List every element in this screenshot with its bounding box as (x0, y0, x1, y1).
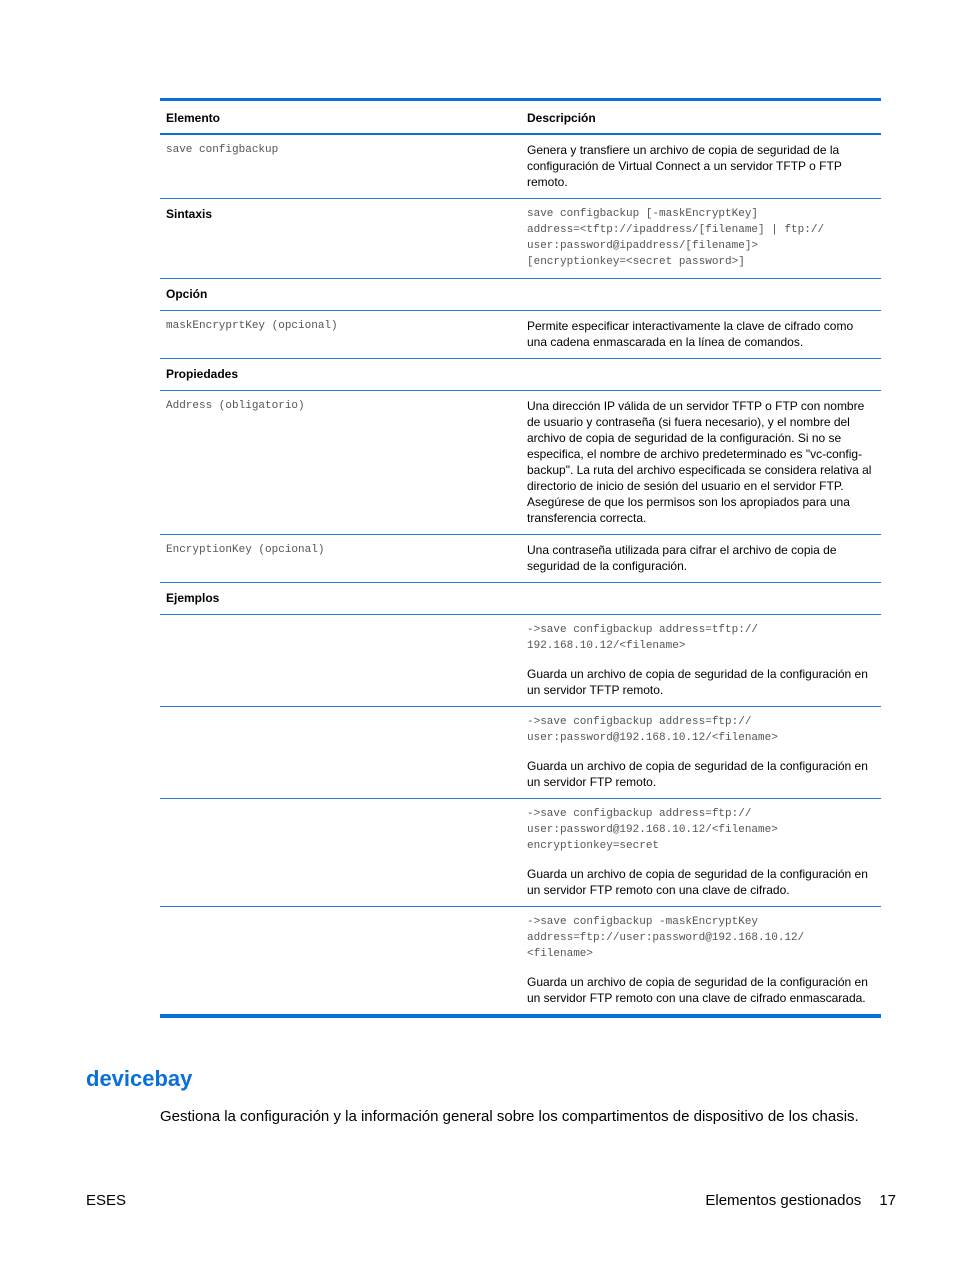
footer-locale: ESES (86, 1192, 127, 1209)
example-row (160, 615, 881, 707)
properties-section-label: Propiedades (160, 359, 521, 391)
example-code: ->save configbackup address=tftp:// 192.168.10.12/<filename> (527, 624, 759, 652)
option-section-label: Opción (160, 279, 521, 311)
property-description: Una contraseña utilizada para cifrar el archivo de copia de seguridad de la configuración. (521, 535, 881, 583)
examples-section-row (160, 583, 881, 615)
example-row (160, 707, 881, 799)
command-reference-table (160, 98, 881, 1018)
example-code: ->save configbackup address=ftp:// user:password@192.168.10.12/<filename> encryptionkey=secret (527, 808, 778, 852)
properties-section-row (160, 359, 881, 391)
section-body: Gestiona la configuración y la información general sobre los compartimentos de dispositivo de los chasis. (160, 1108, 859, 1125)
example-code: ->save configbackup -maskEncryptKey address=ftp://user:password@192.168.10.12/ <filename> (527, 916, 805, 960)
syntax-row (160, 199, 881, 279)
property-row (160, 391, 881, 535)
example-description: Guarda un archivo de copia de seguridad de la configuración en un servidor TFTP remoto. (527, 667, 868, 697)
syntax-label: Sintaxis (160, 199, 521, 279)
section-title: devicebay (86, 1066, 193, 1091)
property-name: EncryptionKey (opcional) (166, 544, 325, 556)
command-description: Genera y transfiere un archivo de copia de seguridad de la configuración de Virtual Connect a un servidor TFTP o FTP remoto. (521, 134, 881, 199)
command-name: save configbackup (166, 144, 279, 156)
example-code: ->save configbackup address=ftp:// user:password@192.168.10.12/<filename> (527, 716, 778, 744)
example-description: Guarda un archivo de copia de seguridad de la configuración en un servidor FTP remoto con una clave de cifrado enmascarada. (527, 975, 868, 1005)
property-name: Address (obligatorio) (166, 400, 305, 412)
example-description: Guarda un archivo de copia de seguridad de la configuración en un servidor FTP remoto con una clave de cifrado. (527, 867, 868, 897)
column-header-element: Elemento (160, 100, 521, 135)
example-row (160, 907, 881, 1017)
column-header-description: Descripción (521, 100, 881, 135)
option-section-row (160, 279, 881, 311)
property-row (160, 535, 881, 583)
option-description: Permite especificar interactivamente la clave de cifrado como una cadena enmascarada en la línea de comandos. (521, 311, 881, 359)
option-name: maskEncryprtKey (opcional) (166, 320, 338, 332)
footer-section-name: Elementos gestionados (705, 1192, 862, 1209)
examples-section-label: Ejemplos (160, 583, 521, 615)
property-description: Una dirección IP válida de un servidor TFTP o FTP con nombre de usuario y contraseña (si fuera necesario), y el nombre del archivo de copia de seguridad de la configuración. Si no se especifica, el nombre de archivo predeterminado es "vc-config-backup". La ruta del archivo especificada se considera relativa al directorio de inicio de sesión del usuario en el servidor FTP. Asegúrese de que los permisos son los apropiados para una transferencia correcta. (521, 391, 881, 535)
table-header-row (160, 100, 881, 135)
example-row (160, 799, 881, 907)
page-number: 17 (879, 1192, 896, 1209)
example-description: Guarda un archivo de copia de seguridad de la configuración en un servidor FTP remoto. (527, 759, 868, 789)
syntax-code: save configbackup [-maskEncryptKey] address=<tftp://ipaddress/[filename] | ftp:// user:password@ipaddress/[filename]> [encryptionkey=<secret password>] (527, 208, 825, 268)
option-row (160, 311, 881, 359)
command-row (160, 134, 881, 199)
footer-right (705, 1192, 896, 1209)
